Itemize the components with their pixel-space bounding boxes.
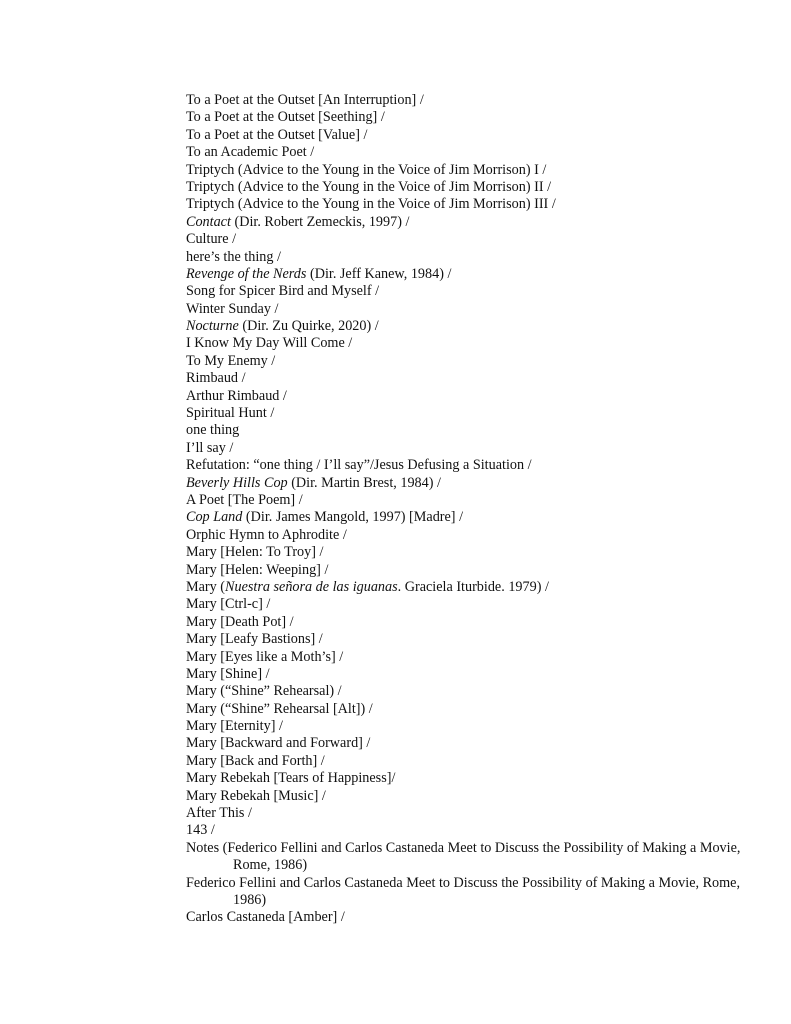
list-item xyxy=(186,144,746,161)
list-item xyxy=(186,631,746,648)
list-item-text: Mary [Shine] / xyxy=(186,665,270,682)
list-item-prefix: Mary ( xyxy=(186,578,226,595)
list-item xyxy=(186,370,746,387)
list-item xyxy=(186,805,746,822)
list-item-text: Spiritual Hunt / xyxy=(186,405,275,422)
list-item-title-italic: Beverly Hills Cop xyxy=(186,474,288,491)
list-item-text: Mary (“Shine” Rehearsal) / xyxy=(186,683,342,700)
list-item-text: Mary Rebekah [Music] / xyxy=(186,787,326,804)
list-item xyxy=(186,492,746,509)
list-item xyxy=(186,109,746,126)
list-item xyxy=(186,596,746,613)
list-item xyxy=(186,579,746,596)
list-item-text: To a Poet at the Outset [An Interruption] / xyxy=(186,92,424,108)
list-item xyxy=(186,388,746,405)
list-item xyxy=(186,127,746,144)
list-item xyxy=(186,544,746,561)
list-item xyxy=(186,649,746,666)
list-item-text: To My Enemy / xyxy=(186,352,276,369)
list-item xyxy=(186,718,746,735)
list-item-title-italic: Nuestra señora de las iguanas xyxy=(225,578,398,595)
list-item-text: Mary [Leafy Bastions] / xyxy=(186,631,323,648)
list-item-text: Mary [Eyes like a Moth’s] / xyxy=(186,648,344,665)
list-item xyxy=(186,770,746,787)
list-item-text: Culture / xyxy=(186,231,237,248)
list-item-text: Orphic Hymn to Aphrodite / xyxy=(186,526,347,543)
list-item-suffix: (Dir. Zu Quirke, 2020) / xyxy=(238,318,379,335)
list-item-text: A Poet [The Poem] / xyxy=(186,491,303,508)
contents-list xyxy=(186,92,746,927)
list-item xyxy=(186,735,746,752)
list-item xyxy=(186,196,746,213)
list-item-text: Refutation: “one thing / I’ll say”/Jesus Defusing a Situation / xyxy=(186,457,532,474)
list-item xyxy=(186,840,746,875)
list-item-text: To a Poet at the Outset [Value] / xyxy=(186,126,368,143)
list-item xyxy=(186,527,746,544)
list-item-text: Mary [Death Pot] / xyxy=(186,613,294,630)
list-item-text: Mary [Backward and Forward] / xyxy=(186,735,371,752)
list-item-text: here’s the thing / xyxy=(186,248,281,265)
list-item-title-italic: Cop Land xyxy=(186,509,243,526)
list-item-text: Mary [Ctrl-c] / xyxy=(186,596,271,613)
list-item-text: Winter Sunday / xyxy=(186,300,279,317)
list-item-title-italic: Nocturne xyxy=(186,318,239,335)
list-item xyxy=(186,788,746,805)
list-item-title-italic: Contact xyxy=(186,213,231,230)
list-item-text: Mary [Helen: Weeping] / xyxy=(186,561,329,578)
list-item xyxy=(186,214,746,231)
list-item xyxy=(186,875,746,910)
list-item-suffix: (Dir. Jeff Kanew, 1984) / xyxy=(306,265,452,282)
list-item xyxy=(186,283,746,300)
list-item-text: Triptych (Advice to the Young in the Voice of Jim Morrison) II / xyxy=(186,178,552,195)
list-item xyxy=(186,92,746,109)
list-item xyxy=(186,335,746,352)
list-item xyxy=(186,457,746,474)
list-item xyxy=(186,162,746,179)
list-item xyxy=(186,475,746,492)
list-item-text: Mary [Helen: To Troy] / xyxy=(186,544,324,561)
list-item-text: Mary (“Shine” Rehearsal [Alt]) / xyxy=(186,700,373,717)
list-item xyxy=(186,266,746,283)
list-item xyxy=(186,683,746,700)
list-item xyxy=(186,422,746,439)
list-item-text: Notes (Federico Fellini and Carlos Castaneda Meet to Discuss the Possibility of Making a Movie, Rome, 1986) xyxy=(186,839,741,874)
list-item-text: Mary [Back and Forth] / xyxy=(186,752,325,769)
list-item xyxy=(186,318,746,335)
list-item-text: Rimbaud / xyxy=(186,370,246,387)
list-item-text: Song for Spicer Bird and Myself / xyxy=(186,283,380,300)
list-item xyxy=(186,301,746,318)
list-item xyxy=(186,249,746,266)
list-item xyxy=(186,701,746,718)
list-item-text: Mary Rebekah [Tears of Happiness]/ xyxy=(186,770,396,787)
list-item-text: To an Academic Poet / xyxy=(186,144,315,161)
list-item-suffix: . Graciela Iturbide. 1979) / xyxy=(397,578,549,595)
list-item xyxy=(186,353,746,370)
list-item-text: Arthur Rimbaud / xyxy=(186,387,287,404)
list-item-suffix: (Dir. James Mangold, 1997) [Madre] / xyxy=(242,509,464,526)
list-item-text: Triptych (Advice to the Young in the Voice of Jim Morrison) I / xyxy=(186,161,547,178)
list-item xyxy=(186,753,746,770)
list-item xyxy=(186,614,746,631)
list-item-text: Mary [Eternity] / xyxy=(186,718,283,735)
list-item-text: I’ll say / xyxy=(186,439,234,456)
list-item xyxy=(186,909,746,926)
list-item-text: one thing xyxy=(186,422,240,439)
list-item xyxy=(186,509,746,526)
list-item-text: Federico Fellini and Carlos Castaneda Meet to Discuss the Possibility of Making a Movie, Rome, 1986) xyxy=(186,874,741,909)
list-item-text: Carlos Castaneda [Amber] / xyxy=(186,909,345,926)
list-item xyxy=(186,440,746,457)
list-item xyxy=(186,179,746,196)
list-item-suffix: (Dir. Martin Brest, 1984) / xyxy=(287,474,441,491)
list-item xyxy=(186,666,746,683)
list-item xyxy=(186,231,746,248)
list-item xyxy=(186,405,746,422)
list-item-title-italic: Revenge of the Nerds xyxy=(186,265,307,282)
list-item-text: I Know My Day Will Come / xyxy=(186,335,353,352)
list-item-text: To a Poet at the Outset [Seething] / xyxy=(186,109,385,126)
list-item xyxy=(186,562,746,579)
list-item xyxy=(186,822,746,839)
list-item-text: Triptych (Advice to the Young in the Voice of Jim Morrison) III / xyxy=(186,196,556,213)
list-item-text: After This / xyxy=(186,805,252,822)
list-item-suffix: (Dir. Robert Zemeckis, 1997) / xyxy=(230,213,410,230)
list-item-text: 143 / xyxy=(186,822,215,839)
